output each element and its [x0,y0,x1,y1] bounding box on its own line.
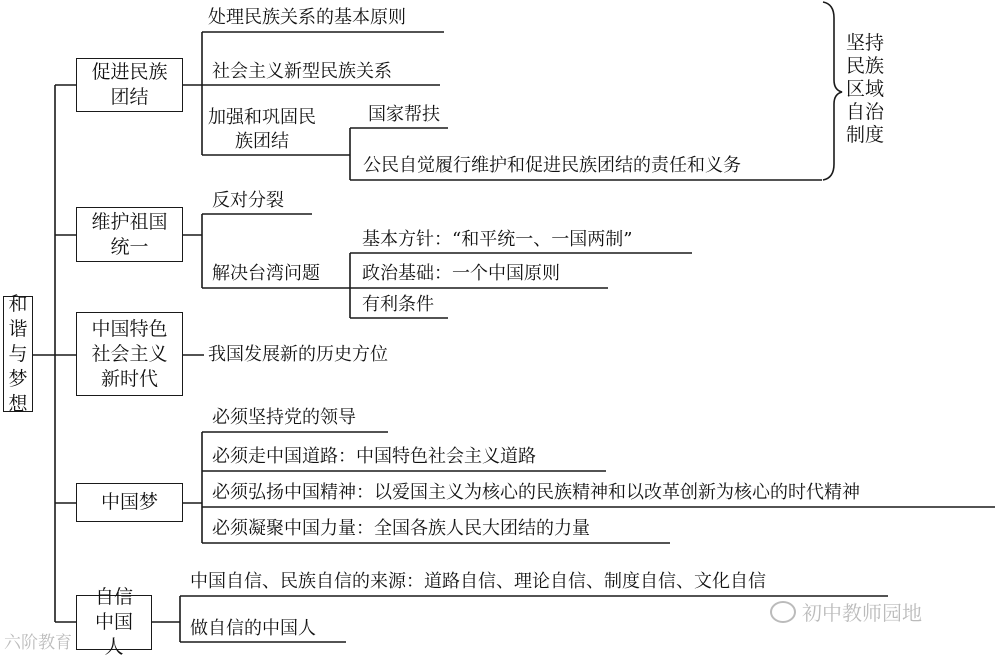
watermark-corner-text: 六阶教育 [4,633,72,653]
section-reunification [76,207,183,262]
reunification-taiwan: 解决台湾问题 [212,263,320,284]
unity-strengthen: 加强和巩固民族团结 [208,107,316,152]
section-new-era [76,312,183,396]
section-unity [76,58,183,112]
reunification-conditions: 有利条件 [362,294,434,315]
unity-state-help: 国家帮扶 [368,104,440,125]
dream-party: 必须坚持党的领导 [212,407,356,428]
unity-citizen-duty: 公民自觉履行维护和促进民族团结的责任和义务 [363,155,741,176]
dream-force: 必须凝聚中国力量：全国各族人民大团结的力量 [212,518,590,539]
reunification-policy: 基本方针：“和平统一、一国两制” [362,229,633,250]
confidence-source: 中国自信、民族自信的来源：道路自信、理论自信、制度自信、文化自信 [190,571,766,592]
confidence-be: 做自信的中国人 [190,618,316,639]
watermark-account-text: 初中教师园地 [802,601,922,625]
watermark-corner [4,628,72,653]
root-node [3,292,33,415]
unity-bracket-note: 坚持民族区域自治制度 [845,32,884,146]
section-dream-label: 中国梦 [100,491,158,513]
section-confidence [76,586,152,658]
reunification-oppose: 反对分裂 [212,190,284,211]
section-reunification-label: 维护祖国统一 [91,210,168,258]
dream-spirit: 必须弘扬中国精神：以爱国主义为核心的民族精神和以改革创新为核心的时代精神 [212,482,860,503]
watermark-account [770,597,922,626]
unity-principle: 处理民族关系的基本原则 [208,7,406,28]
section-new-era-label: 中国特色社会主义新时代 [91,317,168,390]
root-label: 和谐与梦想 [8,292,28,415]
section-confidence-label: 自信中国人 [94,586,133,658]
unity-relation: 社会主义新型民族关系 [212,61,392,82]
reunification-basis: 政治基础：一个中国原则 [362,263,560,284]
dream-road: 必须走中国道路：中国特色社会主义道路 [212,446,536,467]
new-era-position: 我国发展新的历史方位 [208,344,388,365]
wechat-icon [770,601,796,623]
section-unity-label: 促进民族团结 [91,61,168,108]
section-dream [76,483,183,522]
